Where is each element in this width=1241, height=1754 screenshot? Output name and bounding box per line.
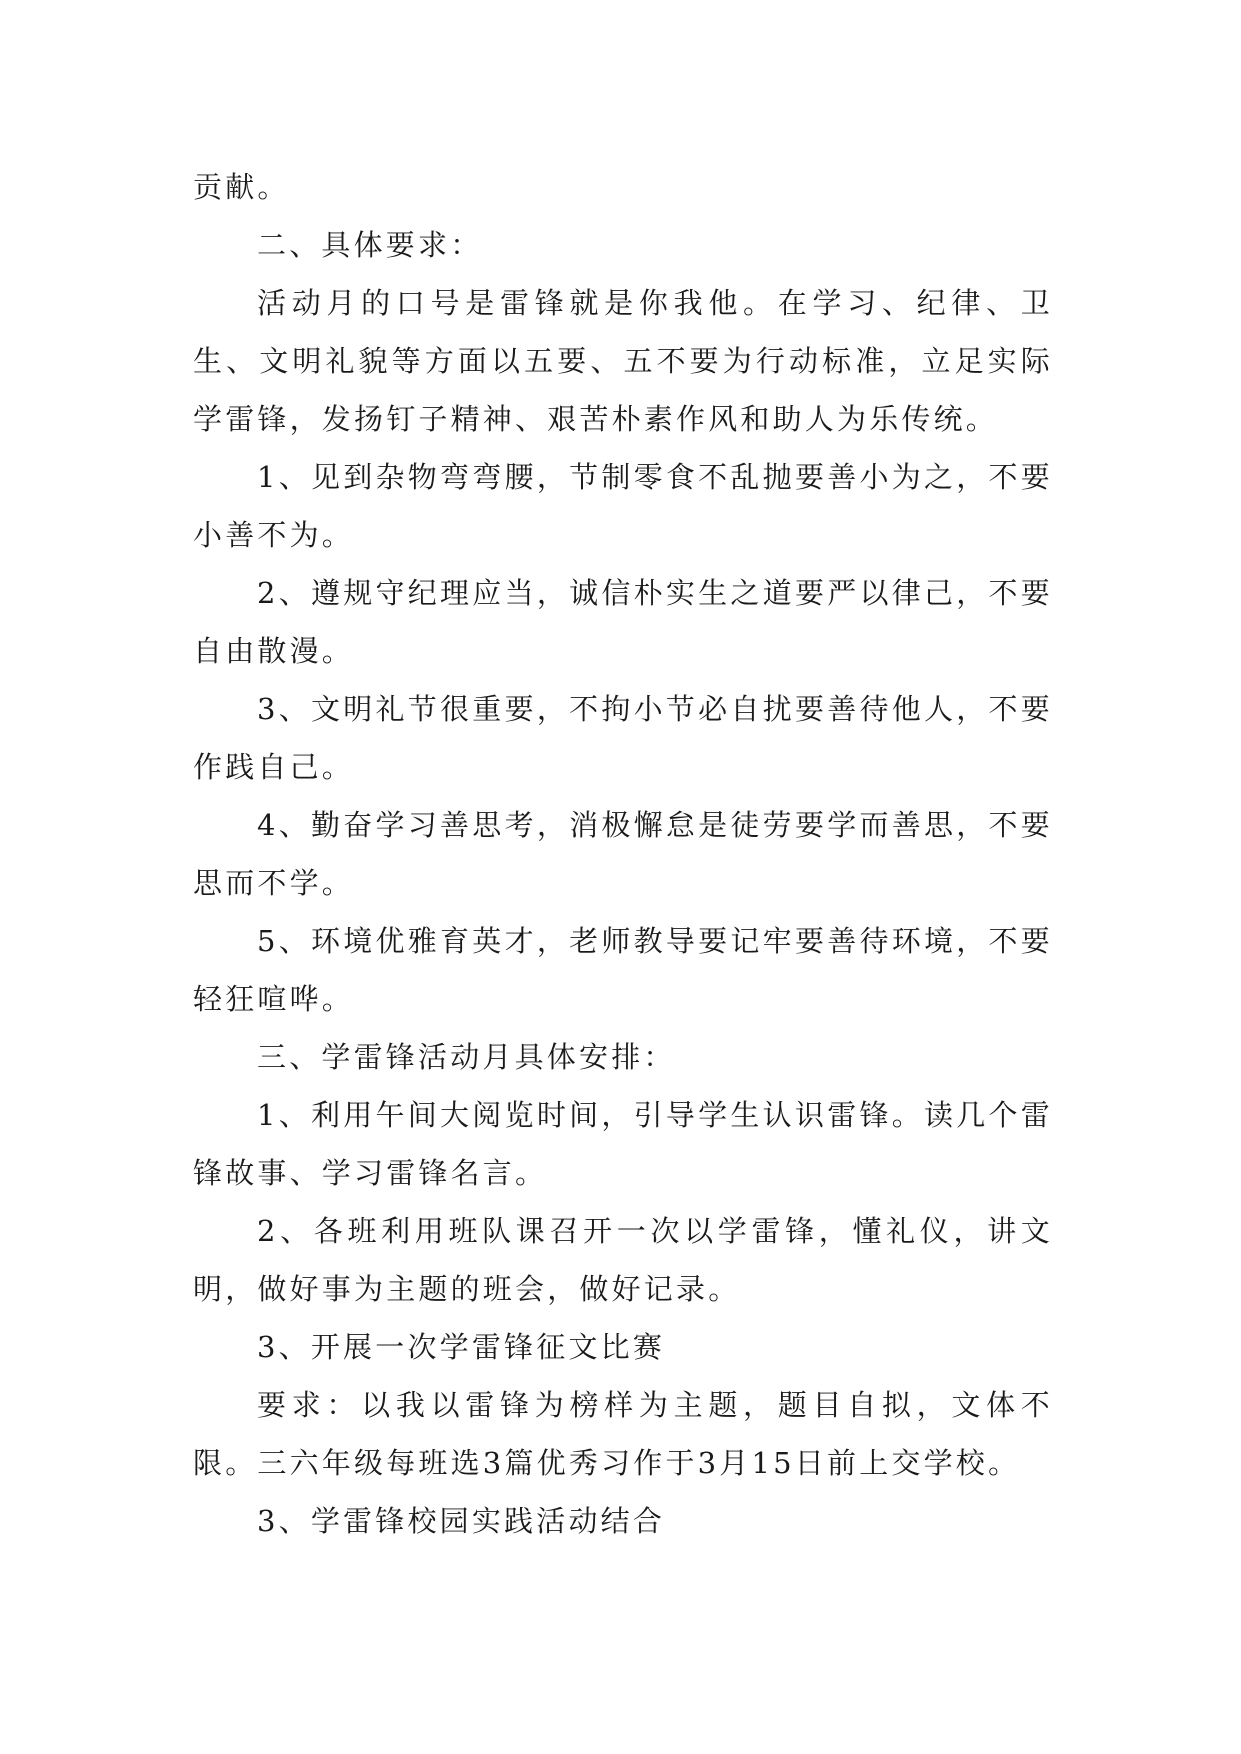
list-item-3: 3、文明礼节很重要，不拘小节必自扰要善待他人，不要作践自己。 <box>193 692 1053 784</box>
arrangement-item-3: 3、开展一次学雷锋征文比赛 <box>257 1330 666 1364</box>
arrangement-item-2: 2、各班利用班队课召开一次以学雷锋，懂礼仪，讲文明，做好事为主题的班会，做好记录。 <box>193 1214 1053 1306</box>
paragraph-slogan: 活动月的口号是雷锋就是你我他。在学习、纪律、卫生、文明礼貌等方面以五要、五不要为行动标准，立足实际学雷锋，发扬钉子精神、艰苦朴素作风和助人为乐传统。 <box>193 286 1053 436</box>
list-item-1: 1、见到杂物弯弯腰，节制零食不乱抛要善小为之，不要小善不为。 <box>193 460 1053 552</box>
section-heading-arrangement: 三、学雷锋活动月具体安排： <box>257 1040 676 1074</box>
arrangement-item-3b: 3、学雷锋校园实践活动结合 <box>257 1504 666 1538</box>
paragraph-continuation: 贡献。 <box>193 170 290 204</box>
document-body <box>193 158 1053 1550</box>
list-item-4: 4、勤奋学习善思考，消极懈怠是徒劳要学而善思，不要思而不学。 <box>193 808 1053 900</box>
arrangement-requirement: 要求：以我以雷锋为榜样为主题，题目自拟，文体不限。三六年级每班选3篇优秀习作于3月15日前上交学校。 <box>193 1388 1053 1480</box>
list-item-5: 5、环境优雅育英才，老师教导要记牢要善待环境，不要轻狂喧哗。 <box>193 924 1053 1016</box>
arrangement-item-1: 1、利用午间大阅览时间，引导学生认识雷锋。读几个雷锋故事、学习雷锋名言。 <box>193 1098 1053 1190</box>
list-item-2: 2、遵规守纪理应当，诚信朴实生之道要严以律己，不要自由散漫。 <box>193 576 1053 668</box>
section-heading-requirements: 二、具体要求： <box>257 228 483 262</box>
